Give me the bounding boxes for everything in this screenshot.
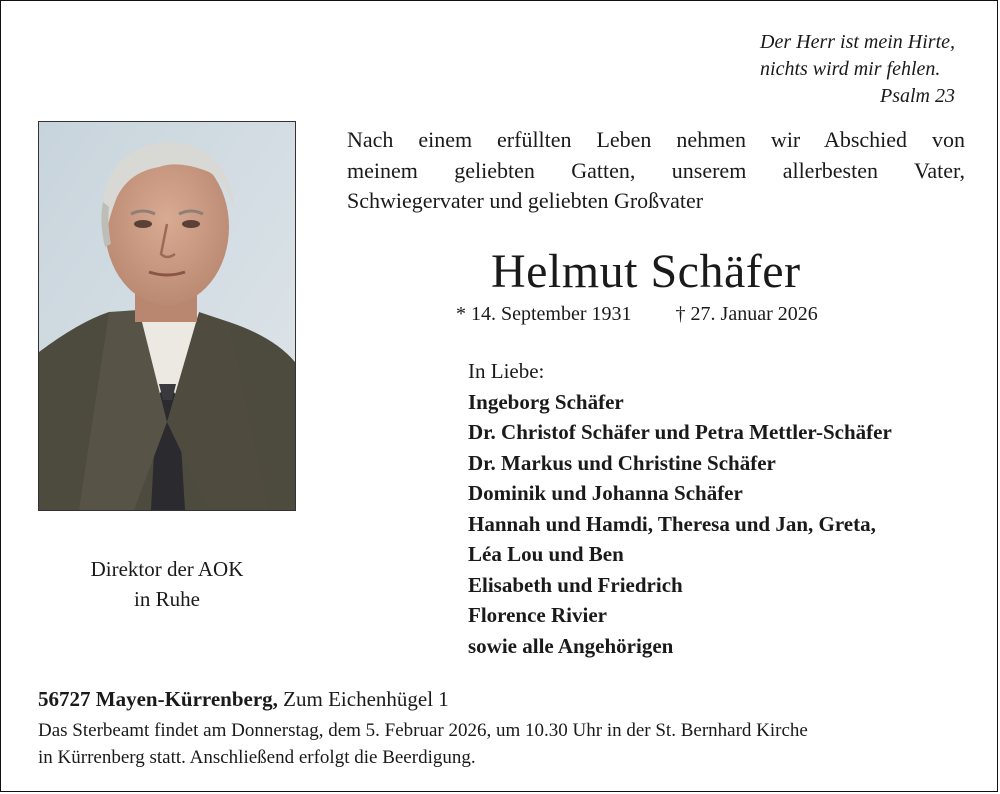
intro-line: Schwiegervater und geliebten Großvater — [347, 188, 704, 213]
mourner-name: Dominik und Johanna Schäfer — [468, 481, 743, 505]
intro-line: meinem geliebten Gatten, unserem allerbesten Vater, — [347, 157, 965, 183]
death-date: † 27. Januar 2026 — [675, 303, 818, 325]
mourner-name: Hannah und Hamdi, Theresa und Jan, Greta, — [468, 511, 876, 536]
caption-line: in Ruhe — [134, 587, 200, 611]
mourner-name: Elisabeth und Friedrich — [468, 572, 683, 597]
life-dates — [456, 301, 818, 327]
portrait-image — [39, 122, 295, 510]
intro-text — [347, 125, 965, 217]
mourner-name: Dr. Markus und Christine Schäfer — [468, 450, 776, 475]
mourners-heading: In Liebe: — [468, 359, 545, 383]
mourner-name: Florence Rivier — [468, 603, 607, 627]
psalm-line: nichts wird mir fehlen. — [760, 58, 941, 80]
mourners-list — [468, 356, 892, 661]
mourner-name: sowie alle Angehörigen — [468, 633, 674, 658]
notice-line: in Kürrenberg statt. Anschließend erfolgt die Beerdigung. — [38, 747, 476, 768]
intro-line: Nach einem erfüllten Leben nehmen wir Abschied von — [347, 127, 965, 152]
funeral-notice — [38, 717, 968, 771]
address-street: Zum Eichenhügel 1 — [283, 687, 449, 711]
family-address — [38, 685, 449, 713]
mourner-name: Léa Lou und Ben — [468, 542, 624, 566]
caption-line: Direktor der AOK — [90, 557, 244, 581]
deceased-name: Helmut Schäfer — [491, 245, 801, 298]
psalm-line: Der Herr ist mein Hirte, — [760, 31, 955, 53]
psalm-reference: Psalm 23 — [880, 85, 955, 107]
deceased-title — [38, 554, 296, 614]
portrait-photo — [38, 121, 296, 511]
birth-date: * 14. September 1931 — [456, 303, 632, 325]
mourner-name: Dr. Christof Schäfer und Petra Mettler-Schäfer — [468, 420, 892, 444]
address-city: 56727 Mayen-Kürrenberg, — [38, 687, 278, 711]
mourner-name: Ingeborg Schäfer — [468, 389, 624, 414]
notice-line: Das Sterbeamt findet am Donnerstag, dem 5. Februar 2026, um 10.30 Uhr in der St. Bernhard Kirche — [38, 720, 808, 741]
psalm-quote — [760, 29, 955, 110]
